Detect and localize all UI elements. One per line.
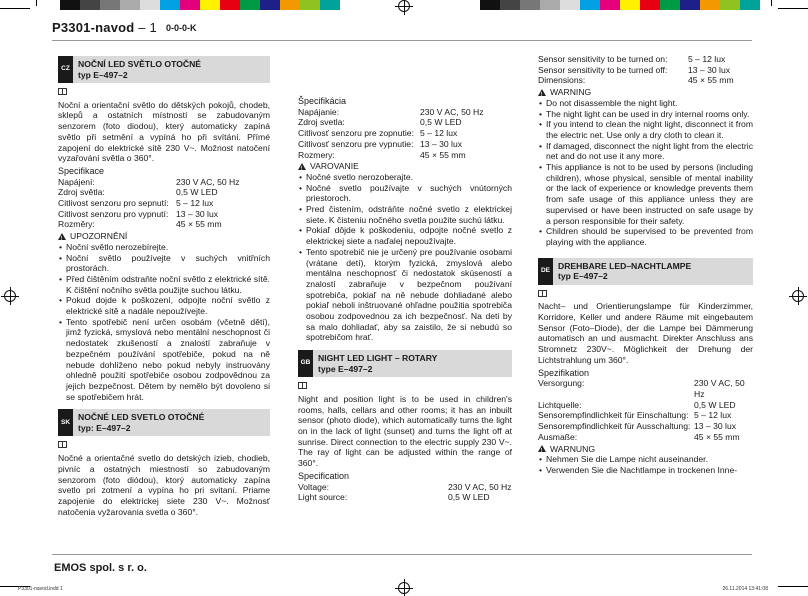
spec-row — [58, 198, 270, 209]
color-swatch — [720, 0, 740, 10]
color-swatch — [740, 0, 760, 10]
spec-row — [298, 492, 512, 503]
spec-heading: Spezifikation — [538, 367, 590, 378]
spec-label: Citlivost senzoru pro vypnutí: — [58, 208, 169, 219]
description-paragraph: Nacht– und Orientierungslampe für Kinderzimmer, Korridore, Keller und andere Räume mit eingebautem Sensor (Foto–Diode), der die Lampe bei Dämmerung automatisch an und ausmacht. Direkter Anschluss ans Stromnetz 230V~. Möglichkeit der Drehung der Lichtstrahlung um 360°. — [538, 301, 753, 365]
warning-icon — [538, 445, 546, 452]
spec-value: 0,5 W LED — [176, 187, 218, 198]
spec-label: Ausmaße: — [538, 431, 578, 442]
spec-value: 5 – 12 lux — [176, 198, 214, 209]
spec-value: 13 – 30 lux — [694, 421, 737, 432]
section-title-line1: DREHBARE LED–NACHTLAMPE — [558, 260, 692, 271]
spec-row — [298, 128, 512, 139]
section-header-gb — [298, 350, 512, 377]
section-title — [78, 412, 204, 433]
spec-row — [538, 421, 753, 432]
manual-book-icon — [58, 441, 67, 448]
manual-book-icon — [538, 290, 547, 297]
warning-heading-text: VAROVANIE — [310, 161, 359, 172]
spec-value: 0,5 W LED — [694, 399, 736, 410]
spec-row — [538, 54, 753, 65]
color-swatch — [700, 0, 720, 10]
spec-row — [538, 432, 753, 443]
warning-icon — [538, 89, 546, 96]
spec-table — [58, 177, 270, 231]
color-swatch — [620, 0, 640, 10]
spec-value: 0,5 W LED — [448, 492, 490, 503]
crop-mark — [778, 586, 808, 587]
spec-label: Dimensions: — [538, 75, 586, 86]
warning-item: • Nočné svetlo nerozoberajte. — [298, 172, 512, 183]
section-title-line1: NIGHT LED LIGHT – ROTARY — [318, 353, 438, 364]
spec-label: Napájanie: — [298, 106, 340, 117]
color-swatch — [600, 0, 620, 10]
registration-mark — [792, 290, 804, 302]
spec-value: 230 V AC, 50 Hz — [694, 378, 745, 399]
spec-label: Citlivosť senzoru pre zopnutie: — [298, 128, 414, 139]
spec-label: Napájení: — [58, 176, 95, 187]
spec-value: 0,5 W LED — [420, 117, 462, 128]
footer-rule — [52, 554, 752, 555]
spec-heading: Specification — [298, 470, 350, 481]
spec-row — [298, 482, 512, 493]
warning-heading-text: WARNUNG — [550, 443, 596, 454]
section-title-line2: typ E–497–2 — [558, 271, 608, 282]
section-title-line1: NOČNÉ LED SVETLO OTOČNÉ — [78, 412, 205, 423]
warning-item: • Tento spotřebič není určen osobám (včetně dětí), jimž fyzická, smyslová nebo mentální neschopnost či nedostatek zkušeností a znalostí zabraňuje v bezpečném používání spotřebiče, pokud na ně nebude dohlíženo nebo pokud nebyly instruovány ohledně použití spotřebiče osobou zodpovědnou za jejich bezpečnost. Dětem by nemělo být dovoleno si se spotřebičem hrát. — [58, 317, 270, 403]
color-swatch — [160, 0, 180, 10]
spec-value: 5 – 12 lux — [688, 54, 726, 64]
spec-label: Zdroj svetla: — [298, 117, 345, 128]
warning-item: • Children should be supervised to be prevented from playing with the appliance. — [538, 226, 753, 247]
crop-mark — [771, 0, 772, 6]
color-swatch — [480, 0, 500, 10]
color-swatch — [80, 0, 100, 10]
spec-value: 5 – 12 lux — [420, 128, 458, 139]
color-swatch — [660, 0, 680, 10]
warning-heading — [538, 444, 753, 455]
warning-item: • Pokiaľ dôjde k poškodeniu, odpojte nočné svetlo z elektrickej siete a naďalej nepoužívajte. — [298, 225, 512, 246]
spec-value: 5 – 12 lux — [694, 410, 732, 421]
color-swatch — [300, 0, 320, 10]
spec-value: 45 × 55 mm — [688, 75, 734, 86]
crop-mark — [36, 0, 37, 6]
section-title — [318, 353, 437, 374]
description-paragraph: Night and position light is to be used in children's rooms, halls, cellars and other rooms; it has an inbuilt sensor (photo diode), which automatically turns the light on in the lack of light (sunset) and turns the light off at sunrise. Direct connection to the electric supply 230 V~. The ray of light can be adjusted within the range of 360°. — [298, 393, 512, 469]
column-2 — [298, 54, 512, 503]
description-paragraph: Nočné a orientačné svetlo do detských izieb, chodieb, pivníc a ostatných miestností so zabudovaným senzorom (foto diódou), ktorý automaticky zapína svetlo pri zotmení a vypína ho pri svitaní. Priame zapojenie do elektrickej siete 230 V~. Možnosť natočenia vyžarovania svetla o 360°. — [58, 453, 270, 517]
spec-table — [538, 378, 753, 442]
registration-mark — [4, 290, 16, 302]
color-swatch — [680, 0, 700, 10]
crop-mark — [778, 8, 808, 9]
color-swatch — [220, 0, 240, 10]
registration-mark — [398, 0, 410, 12]
spec-heading: Specifikace — [58, 165, 105, 176]
spec-label: Light source: — [298, 492, 348, 503]
spec-row — [538, 400, 753, 411]
warning-heading-text: WARNING — [550, 87, 592, 98]
spec-value: 45 × 55 mm — [420, 149, 466, 160]
warning-icon — [298, 163, 306, 170]
spec-label: Sensorempfindlichkeit für Ausschaltung: — [538, 421, 691, 432]
warning-item: • Pred čistením, odstráňte nočné svetlo z elektrickej siete. K čisteniu nočného svetla použite suchú látku. — [298, 204, 512, 225]
column-1 — [58, 56, 270, 517]
warning-item: • Do not disassemble the night light. — [538, 98, 753, 109]
registration-mark — [398, 582, 410, 594]
spec-row — [58, 177, 270, 188]
section-header-cz — [58, 56, 270, 83]
warning-item: • This appliance is not to be used by persons (including children), whose physical, sensible of mental inability or the lack of experience or knowledge prevents them from safe usage of this appliance unless they are supervised or have been instructed on safe usage by a person responsible for their safety. — [538, 162, 753, 226]
spec-row — [538, 378, 753, 399]
spec-table — [298, 107, 512, 161]
warning-item: • Nehmen Sie die Lampe nicht auseinander. — [538, 454, 753, 465]
color-swatch — [520, 0, 540, 10]
file-slug: P3301-navod.indd 1 — [18, 586, 63, 592]
section-title-line2: typ E–497–2 — [78, 69, 128, 80]
warning-item: • Nočné svetlo používajte v suchých vnútorných priestoroch. — [298, 183, 512, 204]
warning-item: • Pokud dojde k poškození, odpojte noční světlo z elektrické sítě a nadále nepoužívejte. — [58, 295, 270, 316]
section-title — [558, 261, 691, 282]
crop-mark — [0, 8, 30, 9]
company-name: EMOS spol. s r. o. — [54, 562, 147, 574]
manual-book-icon — [58, 88, 67, 95]
spec-table — [298, 482, 512, 503]
spec-row — [538, 65, 753, 76]
warning-list — [538, 454, 753, 475]
color-swatch — [140, 0, 160, 10]
warning-icon — [58, 233, 66, 240]
spec-label: Voltage: — [298, 481, 330, 492]
spec-label: Citlivost senzoru pro sepnutí: — [58, 198, 169, 209]
spec-label: Sensor sensitivity to be turned off: — [538, 64, 668, 75]
color-swatch — [240, 0, 260, 10]
section-header-sk — [58, 409, 270, 436]
page-number: – 1 — [138, 20, 157, 35]
spec-value: 13 – 30 lux — [420, 138, 463, 149]
header-rule — [52, 40, 752, 41]
color-swatch — [280, 0, 300, 10]
warning-item: • Před čištěním odstraňte noční světlo z elektrické sítě. K čištění nočního světla použijte suchou látku. — [58, 274, 270, 295]
column-3 — [538, 54, 753, 476]
color-swatch — [200, 0, 220, 10]
color-swatch — [320, 0, 340, 10]
spec-value: 45 × 55 mm — [694, 431, 740, 442]
spec-row — [538, 410, 753, 421]
description-paragraph: Noční a orientační světlo do dětských pokojů, chodeb, sklepů a ostatních místností se zabudovaným senzorem (foto diodou), který automaticky zapíná světlo při setmění a vypíná ho při svítání. Přímé zapojení do elektrické sítě 230 V~. Možnost natočení vyzařování světla o 360°. — [58, 99, 270, 164]
language-tag: CZ — [58, 56, 73, 83]
spec-value: 13 – 30 lux — [688, 64, 731, 75]
spec-row — [538, 75, 753, 86]
section-title-line2: type E–497–2 — [318, 363, 373, 374]
spec-label: Rozměry: — [58, 219, 95, 230]
spec-label: Versorgung: — [538, 378, 585, 389]
spec-value: 13 – 30 lux — [176, 208, 219, 219]
manual-book-icon — [298, 382, 307, 389]
color-swatch — [640, 0, 660, 10]
spec-value: 230 V AC, 50 Hz — [176, 176, 240, 187]
spec-label: Zdroj světla: — [58, 187, 105, 198]
color-swatch — [580, 0, 600, 10]
language-tag: GB — [298, 350, 313, 377]
language-tag: SK — [58, 409, 73, 436]
document-code: 0-0-0-K — [166, 23, 197, 33]
warning-heading-text: UPOZORNĚNÍ — [70, 231, 128, 242]
section-header-de — [538, 258, 753, 285]
spec-row — [58, 187, 270, 198]
spec-row — [58, 209, 270, 220]
spec-row — [58, 219, 270, 230]
date-slug: 26.11.2014 13:41:08 — [722, 586, 768, 592]
section-title-line2: typ: E–497–2 — [78, 422, 131, 433]
section-title-line1: NOČNÍ LED SVĚTLO OTOČNÉ — [78, 59, 202, 69]
spec-row — [298, 107, 512, 118]
spec-value: 230 V AC, 50 Hz — [448, 481, 512, 492]
color-swatch — [180, 0, 200, 10]
spec-row — [298, 139, 512, 150]
spec-label: Lichtquelle: — [538, 399, 582, 410]
spec-row — [298, 117, 512, 128]
warning-heading — [58, 231, 270, 242]
color-swatch — [100, 0, 120, 10]
color-swatch — [560, 0, 580, 10]
section-title — [78, 59, 201, 80]
warning-heading — [298, 161, 512, 172]
title-text: P3301-navod — [52, 20, 135, 35]
warning-list — [298, 172, 512, 343]
warning-list — [538, 98, 753, 248]
spec-heading: Špecifikácia — [298, 96, 347, 106]
warning-heading — [538, 87, 753, 98]
warning-item: • If you intend to clean the night light, disconnect it from the electric net. Use only a dry cloth to clean it. — [538, 119, 753, 140]
spec-value: 45 × 55 mm — [176, 219, 222, 230]
warning-item: • If damaged, disconnect the night light from the electric net and do not use it any more. — [538, 141, 753, 162]
color-swatch — [540, 0, 560, 10]
spec-label: Rozmery: — [298, 149, 335, 160]
warning-item: • Noční světlo používejte v suchých vnitřních prostorách. — [58, 253, 270, 274]
language-tag: DE — [538, 258, 553, 285]
color-swatch — [120, 0, 140, 10]
spec-row — [298, 150, 512, 161]
warning-list — [58, 242, 270, 403]
spec-label: Sensorempfindlichkeit für Einschaltung: — [538, 410, 689, 421]
color-swatch — [60, 0, 80, 10]
warning-item: • The night light can be used in dry internal rooms only. — [538, 109, 753, 120]
spec-label: Sensor sensitivity to be turned on: — [538, 54, 668, 64]
warning-item: • Noční světlo nerozebírejte. — [58, 242, 270, 253]
spec-table — [538, 54, 753, 86]
color-swatch — [260, 0, 280, 10]
spec-value: 230 V AC, 50 Hz — [420, 106, 484, 117]
spec-label: Citlivosť senzoru pre vypnutie: — [298, 138, 414, 149]
warning-item: • Tento spotrebič nie je určený pre používanie osobami (vrátane detí), ktorým fyzická, zmyslová alebo mentálna neschopnosť či nedostatok skúseností a znalostí zabraňuje v bezpečnom používaní spotrebiča, pokiaľ na ně nebude dohliadané alebo pokiaľ neboli inštruované ohľadne použitia spotrebiča osobou zodpovednou za ich bezpečnosť. Na deti by sa malo dohliadať, aby sa zaistilo, že si nebudú so spotrebičom hrať. — [298, 247, 512, 343]
document-title — [52, 20, 157, 35]
warning-item: • Verwenden Sie die Nachtlampe in trockenen Inne- — [538, 465, 753, 476]
color-swatch — [500, 0, 520, 10]
